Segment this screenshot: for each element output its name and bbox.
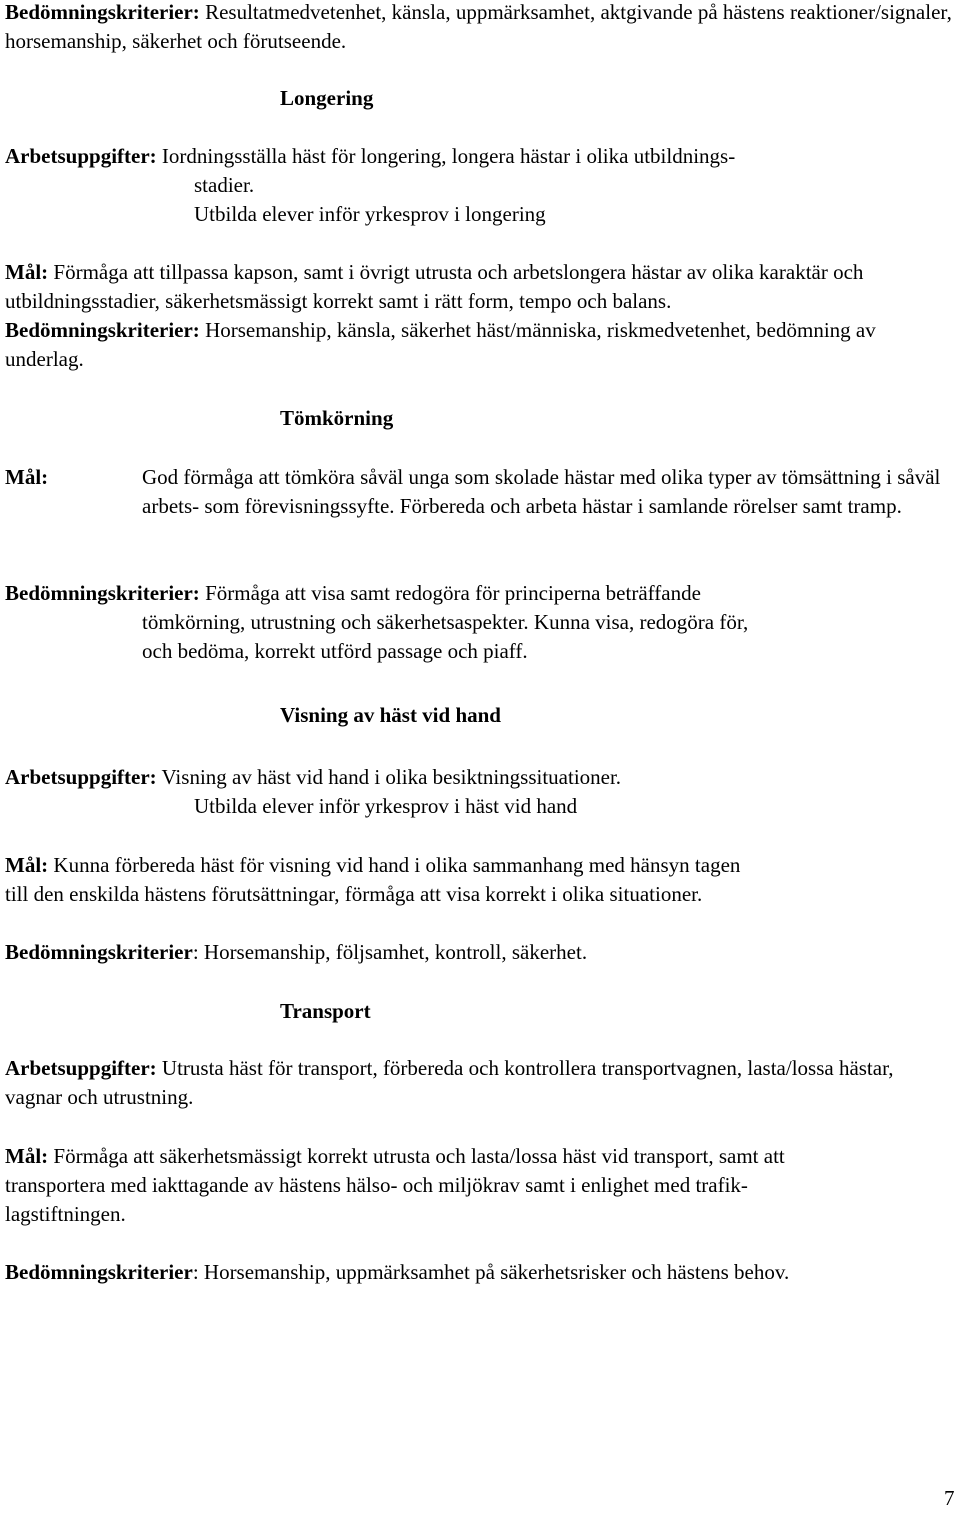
visning-criteria <box>5 938 955 967</box>
intro-criteria <box>5 0 955 56</box>
criteria-text: : Horsemanship, uppmärksamhet på säkerhetsrisker och hästens behov. <box>192 1260 790 1284</box>
tasks-line2: stadier. <box>194 173 255 197</box>
tomkorning-criteria <box>5 579 955 666</box>
tasks-line1: Visning av häst vid hand i olika besiktningssituationer. <box>156 765 622 789</box>
criteria-line1: Förmåga att visa samt redogöra för principerna beträffande <box>199 581 701 605</box>
goal-line2: till den enskilda hästens förutsättningar, förmåga att visa korrekt i olika situationer. <box>5 882 703 906</box>
criteria-label: Bedömningskriterier <box>5 1260 193 1284</box>
section-heading-longering: Longering <box>280 86 374 110</box>
transport-criteria <box>5 1258 955 1287</box>
criteria-label: Bedömningskriterier: <box>5 318 200 342</box>
tasks-label: Arbetsuppgifter: <box>5 765 157 789</box>
visning-tasks <box>5 763 955 821</box>
goal-line1: Förmåga att säkerhetsmässigt korrekt utrusta och lasta/lossa häst vid transport, samt att <box>48 1144 785 1168</box>
criteria-label: Bedömningskriterier: <box>5 581 200 605</box>
tasks-line1: Iordningsställa häst för longering, longera hästar i olika utbildnings- <box>156 144 736 168</box>
goal-line2: transportera med iakttagande av hästens hälso- och miljökrav samt i enlighet med trafik- <box>5 1173 748 1197</box>
section-heading-visning: Visning av häst vid hand <box>280 703 501 727</box>
tasks-line2: Utbilda elever inför yrkesprov i häst vid hand <box>194 794 578 818</box>
criteria-label: Bedömningskriterier <box>5 940 193 964</box>
criteria-text: : Horsemanship, följsamhet, kontroll, säkerhet. <box>192 940 588 964</box>
longering-criteria <box>5 316 955 374</box>
goal-line1: Kunna förbereda häst för visning vid hand i olika sammanhang med hänsyn tagen <box>48 853 741 877</box>
tasks-line3: Utbilda elever inför yrkesprov i longering <box>194 202 546 226</box>
page-number: 7 <box>944 1486 955 1510</box>
criteria-text: Horsemanship, känsla, säkerhet häst/människa, riskmedvetenhet, bedömning av underlag. <box>5 318 876 371</box>
visning-goal <box>5 851 955 909</box>
criteria-label: Bedömningskriterier: <box>5 0 200 24</box>
longering-tasks <box>5 142 955 229</box>
transport-tasks <box>5 1054 955 1112</box>
transport-goal <box>5 1142 955 1229</box>
goal-text: Förmåga att tillpassa kapson, samt i övrigt utrusta och arbetslongera hästar av olika karaktär och utbildningsstadier, säkerhetsmässigt korrekt samt i rätt form, tempo och balans. <box>5 260 864 313</box>
tasks-label: Arbetsuppgifter: <box>5 1056 157 1080</box>
tomkorning-goal-text: God förmåga att tömköra såväl unga som skolade hästar med olika typer av tömsättning i såväl arbets- som förevisningssyfte. Förbereda och arbeta hästar i samlande rörelser samt tramp. <box>142 465 941 518</box>
goal-line3: lagstiftningen. <box>5 1202 126 1226</box>
criteria-text: Resultatmedvetenhet, känsla, uppmärksamhet, aktgivande på hästens reaktioner/signaler, horsemanship, säkerhet och förutseende. <box>5 0 952 53</box>
criteria-line3: och bedöma, korrekt utförd passage och piaff. <box>142 639 528 663</box>
goal-label: Mål: <box>5 853 49 877</box>
longering-goal <box>5 258 955 316</box>
section-heading-tomkorning: Tömkörning <box>280 406 394 430</box>
tasks-label: Arbetsuppgifter: <box>5 144 157 168</box>
section-heading-transport: Transport <box>280 999 371 1023</box>
tasks-text: Utrusta häst för transport, förbereda och kontrollera transportvagnen, lasta/lossa hästar, vagnar och utrustning. <box>5 1056 894 1109</box>
goal-label: Mål: <box>5 465 49 489</box>
criteria-line2: tömkörning, utrustning och säkerhetsaspekter. Kunna visa, redogöra för, <box>142 610 749 634</box>
goal-label: Mål: <box>5 1144 49 1168</box>
goal-label: Mål: <box>5 260 49 284</box>
